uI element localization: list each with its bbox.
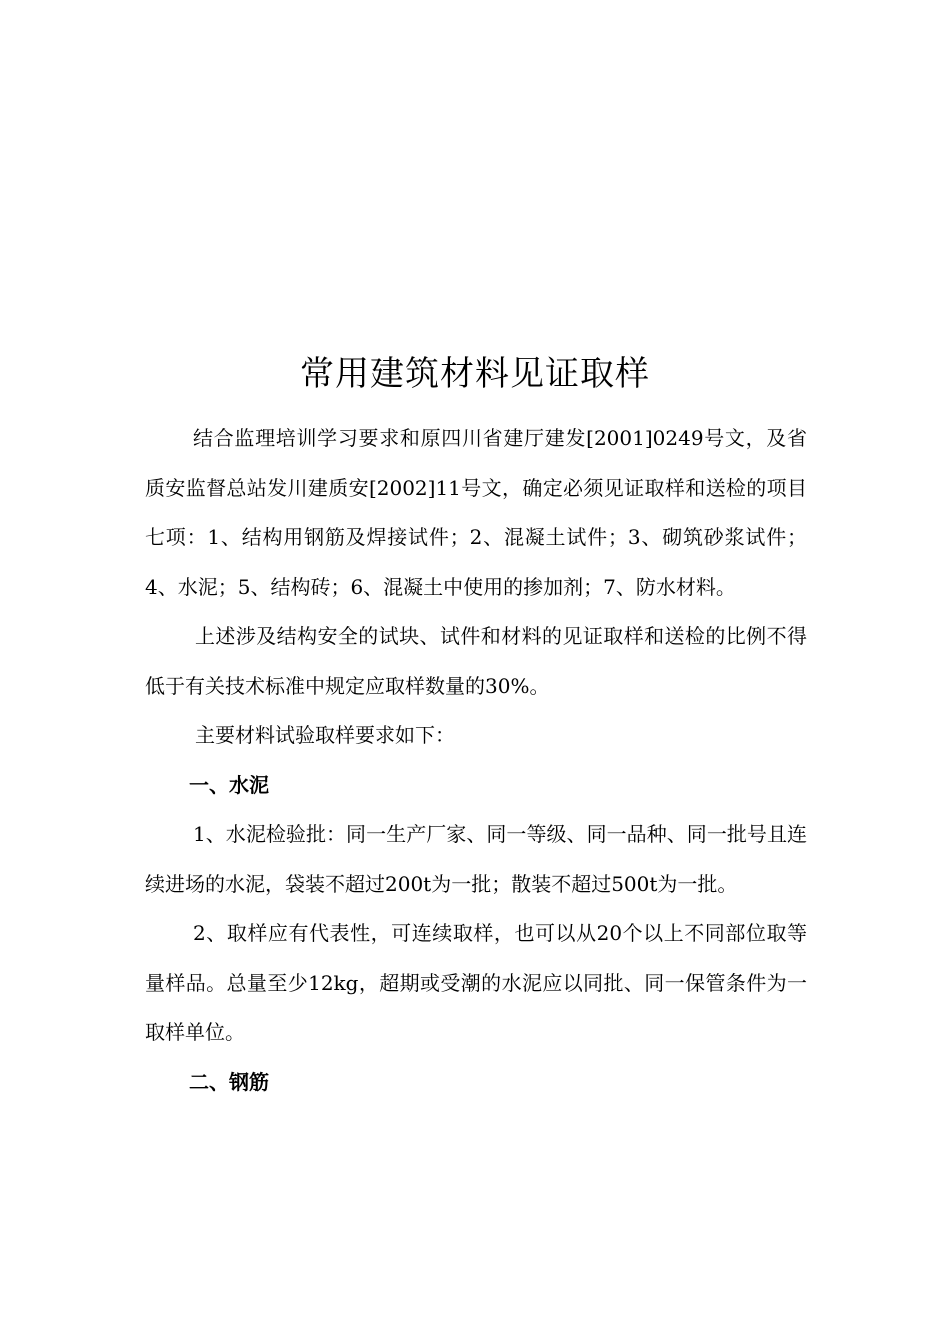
section-heading-cement: 一、水泥: [189, 772, 269, 797]
page-title: 常用建筑材料见证取样: [300, 354, 650, 394]
section-heading-rebar: 二、钢筋: [189, 1069, 269, 1094]
cement-item-1: 1、水泥检验批：同一生产厂家、同一等级、同一品种、同一批号且连续进场的水泥，袋装不超过200t为一批；散装不超过500t为一批。: [145, 822, 807, 896]
ratio-paragraph: 上述涉及结构安全的试块、试件和材料的见证取样和送检的比例不得低于有关技术标准中规定应取样数量的30%。: [145, 624, 807, 698]
cement-item-2: 2、取样应有代表性，可连续取样，也可以从20个以上不同部位取等量样品。总量至少12kg，超期或受潮的水泥应以同批、同一保管条件为一取样单位。: [145, 921, 807, 1044]
document-body: [145, 414, 807, 1107]
intro-paragraph: 结合监理培训学习要求和原四川省建厅建发[2001]0249号文，及省质安监督总站发川建质安[2002]11号文，确定必须见证取样和送检的项目七项：1、结构用钢筋及焊接试件；2、混凝土试件；3、砌筑砂浆试件；4、水泥；5、结构砖；6、混凝土中使用的掺加剂；7、防水材料。: [145, 426, 807, 599]
requirements-intro: 主要材料试验取样要求如下：: [195, 723, 455, 747]
